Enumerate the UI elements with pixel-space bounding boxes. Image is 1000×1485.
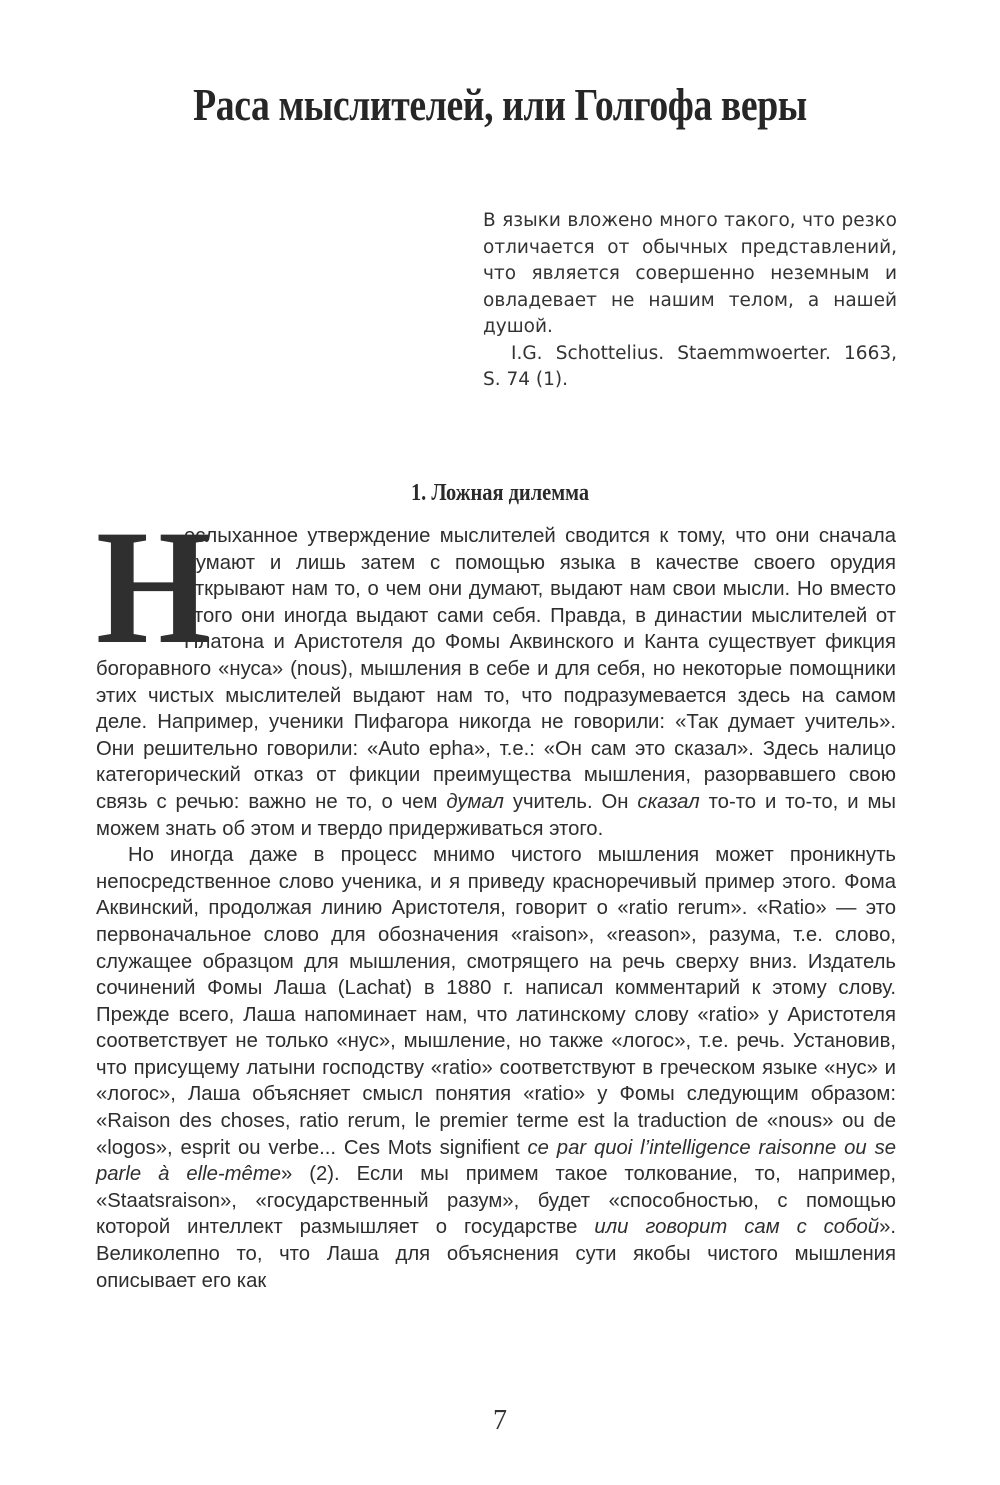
text-run: ». Великолепно то, что Лаша для объяснения сути якобы чистого мышления описывает его как	[96, 1216, 896, 1292]
italic-text: ce par quoi l’intelligence raisonne ou se parle à elle-même	[96, 1136, 896, 1186]
text-run: » (2). Если мы примем такое толкование, то, например, «Staatsraison», «государственный разум», будет «способностью, с помощью которой интеллект размышляет о государстве	[96, 1163, 896, 1239]
text-run: еслыханное утверждение мыслителей сводится к тому, что они сначала думают и лишь затем с помощью языка в качестве своего орудия открывают нам то, о чем они думают, выдают нам свои мысли. Но вместо этого они иногда выдают сами себя. Правда, в династии мыслителей от Платона и Аристотеля до Фомы Аквинского и Канта существует фикция богоравного «нуса» (nous), мышления в себе и для себя, но некоторые помощники этих чистых мыслителей выдают нам то, что подразумевается здесь на самом деле. Например, ученики Пифагора никогда не говорили: «Так думает учитель». Они решительно говорили: «Auto epha», т.е.: «Он сам это сказал». Здесь налицо категорический отказ от фикции преимущества мышления, разорвавшего свою связь с речью: важно не то, о чем	[96, 525, 896, 813]
italic-text: думал	[446, 790, 504, 813]
section-title: 1. Ложная дилемма	[410, 480, 590, 506]
italic-text: или говорит сам с собой	[594, 1216, 880, 1239]
italic-text: сказал	[637, 790, 700, 813]
text-run: то-то и то-то, и мы можем знать об этом и твердо придерживаться этого.	[96, 790, 897, 840]
text-run: Но иногда даже в процесс мнимо чистого мышления может проникнуть непосредственное слово ученика, и я приведу красноречивый пример этого. Фома Аквинский, продолжая линию Аристотеля, говорит о «ratio rerum». «Ratio» — это первоначальное слово для обозначения «raison», «reason», разума, т.е. слово, служащее образцом для мышления, смотрящего на речь сверху вниз. Издатель сочинений Фомы Лаша (Lachat) в 1880 г. написал комментарий к этому слову. Прежде всего, Лаша напоминает нам, что латинскому слову «ratio» у Аристотеля соответствует не только «нус», мышление, но также «логос», т.е. речь. Установив, что присущему латыни господству «ratio» соответствуют в греческом языке «нус» и «логос», Лаша объясняет смысл понятия «ratio» у Фомы следующим образом: «Raison des choses, ratio rerum, le premier terme est la traduction de «nous» ou de «logos», esprit ou verbe... Ces Mots signifient	[96, 844, 896, 1159]
epigraph-text: В языки вложено много такого, что резко отличается от обычных представлений, что является совершенно неземным и овладевает не нашим телом, а нашей душой.	[483, 210, 897, 337]
body-text	[96, 497, 897, 1294]
paragraph	[96, 497, 897, 842]
paragraph	[96, 842, 896, 1294]
epigraph	[483, 208, 897, 394]
drop-cap: Н	[96, 497, 211, 678]
page-number: 7	[493, 1405, 507, 1436]
chapter-title: Раса мыслителей, или Голгофа веры	[193, 79, 807, 130]
epigraph-source: I.G. Schottelius. Staemmwoerter. 1663, S. 74 (1).	[483, 342, 897, 390]
text-run: учитель. Он	[503, 790, 638, 813]
